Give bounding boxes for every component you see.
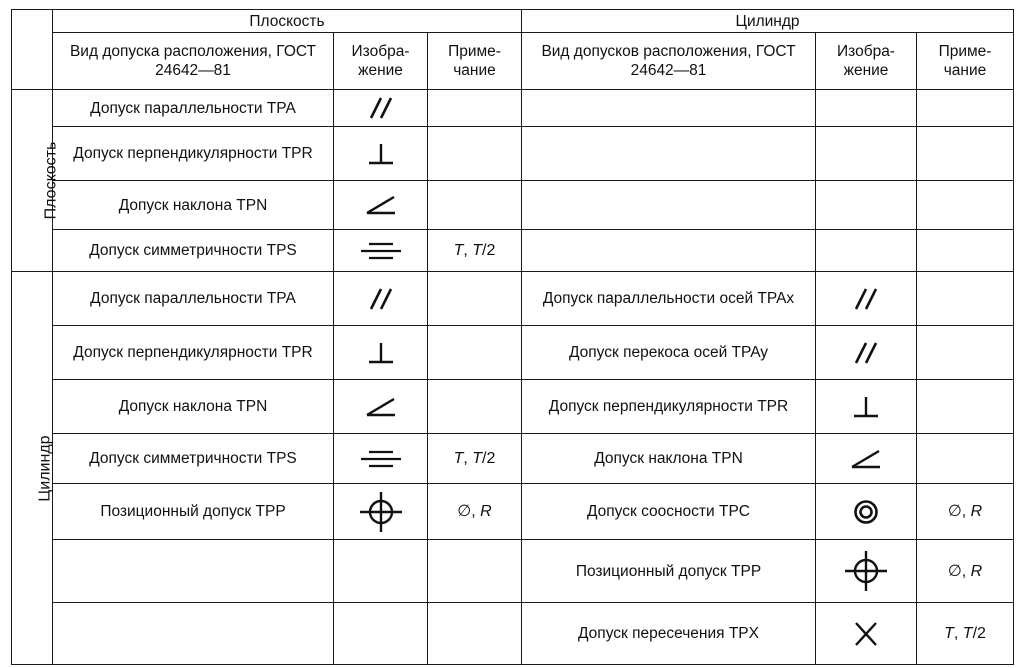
table-row (12, 380, 1014, 434)
tolerance-type-cell: Допуск соосности TPC (522, 484, 816, 540)
header-right-type: Вид допусков расположения, ГОСТ 24642—81 (522, 33, 816, 90)
tolerance-type-cell: Допуск наклона TPN (522, 434, 816, 484)
empty-cell (53, 540, 334, 603)
table-row (12, 90, 1014, 127)
note-cell: ∅, R (428, 484, 522, 540)
empty-cell (428, 181, 522, 230)
table-row (12, 434, 1014, 484)
header-left-type: Вид допуска расположения, ГОСТ 24642—81 (53, 33, 334, 90)
empty-cell (917, 127, 1014, 181)
concentricity-icon (816, 484, 917, 540)
empty-cell (816, 90, 917, 127)
empty-cell (917, 434, 1014, 484)
parallel-icon (334, 90, 428, 127)
table-row (12, 127, 1014, 181)
header-cylinder: Цилиндр (522, 10, 1014, 33)
empty-cell (816, 181, 917, 230)
header-plane: Плоскость (53, 10, 522, 33)
empty-cell (816, 127, 917, 181)
group-label-text: Цилиндр (36, 434, 54, 502)
tolerance-type-cell: Допуск перекоса осей TPAy (522, 326, 816, 380)
empty-cell (334, 603, 428, 665)
symmetry-icon (334, 434, 428, 484)
empty-cell (917, 380, 1014, 434)
note-cell: T, T/2 (428, 230, 522, 272)
group-label-text: Плоскость (42, 141, 60, 220)
group-label-cylinder (12, 272, 53, 665)
empty-cell (917, 90, 1014, 127)
header-right-note: Приме-чание (917, 33, 1014, 90)
group-label-plane (12, 90, 60, 272)
position-icon (334, 484, 428, 540)
perpendicular-icon (816, 380, 917, 434)
parallel-icon (816, 272, 917, 326)
angularity-icon (334, 181, 428, 230)
tolerance-type-cell: Позиционный допуск TPP (53, 484, 334, 540)
empty-cell (917, 181, 1014, 230)
empty-cell (522, 127, 816, 181)
empty-cell (522, 230, 816, 272)
note-cell: T, T/2 (917, 603, 1014, 665)
empty-cell (428, 380, 522, 434)
tolerance-type-cell: Допуск перпендикулярности TPR (53, 127, 334, 181)
tolerance-type-cell: Допуск параллельности TPA (53, 90, 334, 127)
header-right-image: Изобра-жение (816, 33, 917, 90)
corner-cell (12, 10, 53, 90)
empty-cell (334, 540, 428, 603)
position-icon (816, 540, 917, 603)
empty-cell (917, 326, 1014, 380)
empty-cell (428, 272, 522, 326)
table-row (12, 326, 1014, 380)
empty-cell (917, 230, 1014, 272)
tolerance-type-cell: Допуск наклона TPN (53, 380, 334, 434)
symmetry-icon (334, 230, 428, 272)
empty-cell (428, 603, 522, 665)
empty-cell (428, 540, 522, 603)
intersection-icon (816, 603, 917, 665)
table-row (12, 603, 1014, 665)
empty-cell (428, 127, 522, 181)
tolerance-type-cell: Допуск пересечения TPX (522, 603, 816, 665)
empty-cell (522, 181, 816, 230)
tolerance-table (11, 9, 1014, 665)
angularity-icon (334, 380, 428, 434)
table-row (12, 272, 1014, 326)
table-row (12, 484, 1014, 540)
perpendicular-icon (334, 326, 428, 380)
tolerance-type-cell: Допуск перпендикулярности TPR (53, 326, 334, 380)
tolerance-type-cell: Допуск параллельности TPA (53, 272, 334, 326)
tolerance-type-cell: Позиционный допуск TPP (522, 540, 816, 603)
table-row (12, 230, 1014, 272)
perpendicular-icon (334, 127, 428, 181)
note-cell: ∅, R (917, 484, 1014, 540)
tolerance-type-cell: Допуск параллельности осей TPAx (522, 272, 816, 326)
empty-cell (53, 603, 334, 665)
angularity-icon (816, 434, 917, 484)
empty-cell (816, 230, 917, 272)
tolerance-type-cell: Допуск перпендикулярности TPR (522, 380, 816, 434)
empty-cell (522, 90, 816, 127)
empty-cell (428, 90, 522, 127)
tolerance-type-cell: Допуск наклона TPN (53, 181, 334, 230)
tolerance-type-cell: Допуск симметричности TPS (53, 434, 334, 484)
tolerance-type-cell: Допуск симметричности TPS (53, 230, 334, 272)
note-cell: T, T/2 (428, 434, 522, 484)
header-left-note: Приме-чание (428, 33, 522, 90)
empty-cell (428, 326, 522, 380)
empty-cell (917, 272, 1014, 326)
table-row (12, 540, 1014, 603)
parallel-icon (334, 272, 428, 326)
note-cell: ∅, R (917, 540, 1014, 603)
header-left-image: Изобра-жение (334, 33, 428, 90)
table-row (12, 181, 1014, 230)
parallel-icon (816, 326, 917, 380)
